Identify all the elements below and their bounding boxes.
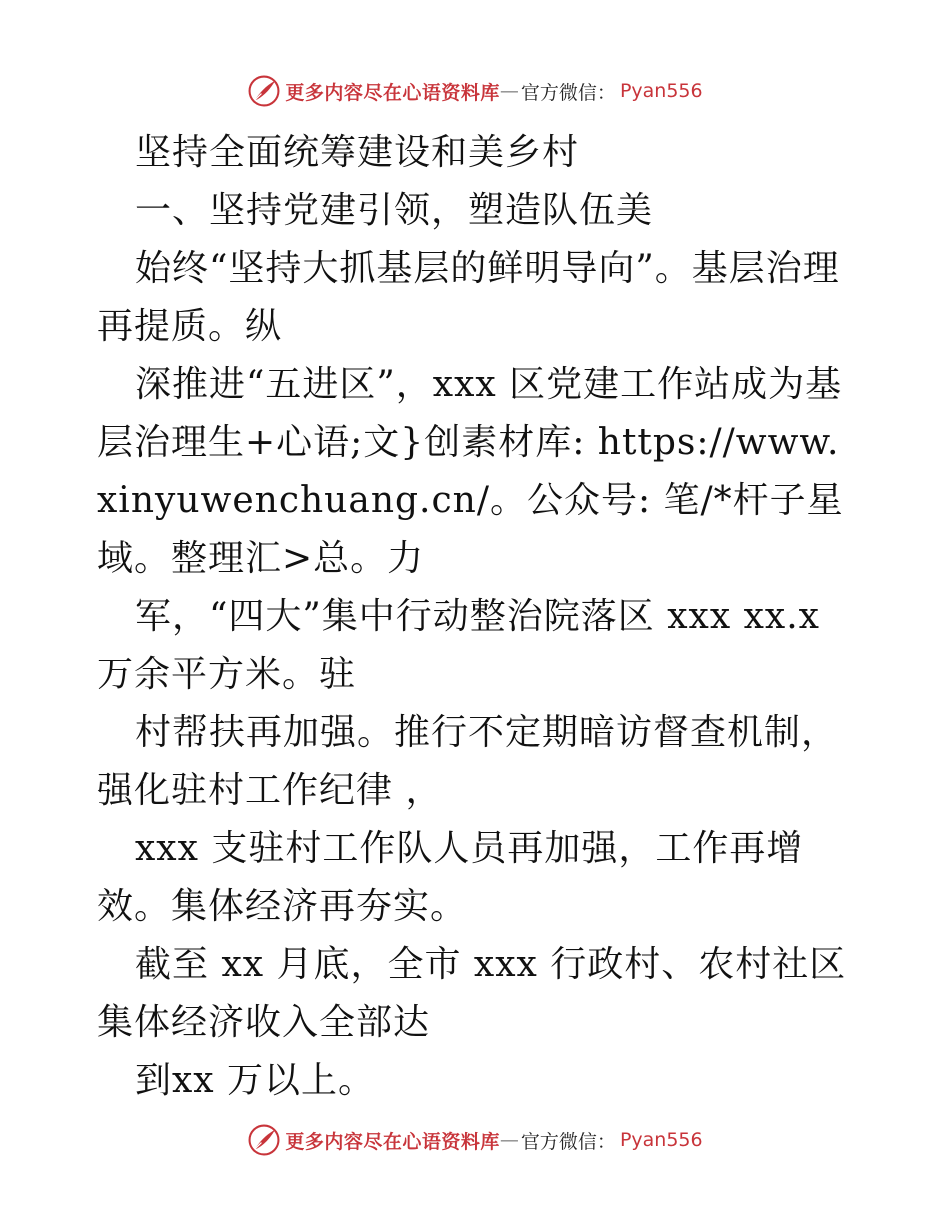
watermark-separator: — — [499, 80, 519, 102]
paragraph: 军，“四大”集中行动整治院落区 xxx xx.x 万余平方米。驻 — [97, 596, 820, 695]
paragraph: 深推进“五进区”，xxx 区党建工作站成为基层治理生+心语;文}创素材库: https://www.xinyuwenchuang.cn/。公众号: 笔/*杆子星域。整理汇>总。力 — [97, 364, 844, 579]
section-heading: 一、坚持党建引领，塑造队伍美 — [135, 190, 654, 231]
header-watermark — [0, 71, 950, 111]
paragraph: 到xx 万以上。 — [135, 1060, 376, 1101]
paragraph: xxx 支驻村工作队人员再加强，工作再增效。集体经济再夯实。 — [97, 828, 804, 927]
watermark-wechat-id: Pyan556 — [619, 80, 703, 102]
paragraph: 村帮扶再加强。推行不定期暗访督查机制，强化驻村工作纪律 ， — [97, 712, 839, 811]
watermark-wechat-id: Pyan556 — [619, 1129, 703, 1151]
paragraph: 截至 xx 月底，全市 xxx 行政村、农村社区集体经济收入全部达 — [97, 944, 847, 1043]
watermark-main-text: 更多内容尽在心语资料库 — [285, 1130, 500, 1153]
watermark-separator: — — [499, 1129, 519, 1151]
footer-watermark — [0, 1120, 950, 1160]
quill-pen-logo-icon — [247, 74, 281, 108]
document-body — [97, 124, 857, 1110]
document-title: 坚持全面统筹建设和美乡村 — [135, 132, 580, 173]
watermark-wechat-label: 官方微信： — [520, 81, 616, 104]
watermark-wechat-label: 官方微信： — [520, 1130, 616, 1153]
watermark-main-text: 更多内容尽在心语资料库 — [285, 81, 500, 104]
paragraph: 始终“坚持大抓基层的鲜明导向”。基层治理再提质。纵 — [97, 248, 840, 347]
quill-pen-logo-icon — [247, 1123, 281, 1157]
